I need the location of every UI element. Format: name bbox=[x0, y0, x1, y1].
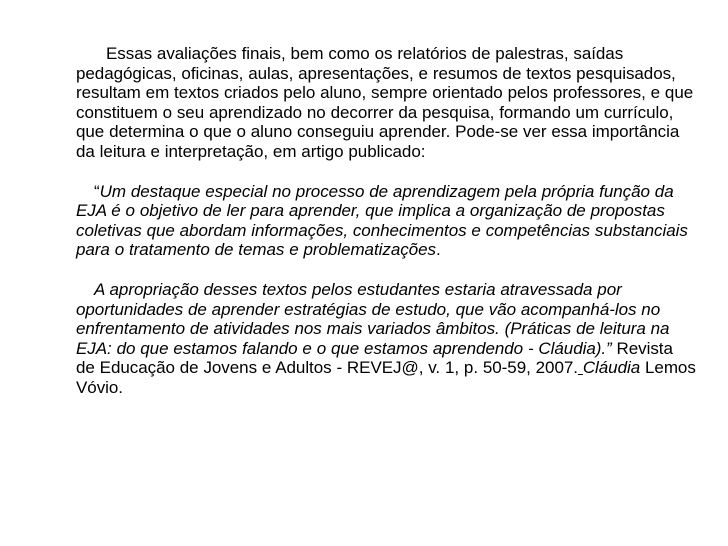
open-quote: “ bbox=[94, 181, 100, 201]
paragraph-quote-2 bbox=[76, 280, 696, 398]
quote-1-text: Um destaque especial no processo de aprendizagem pela própria função da EJA é o objetivo de ler para aprender, que implica a organização de propostas coletivas que abordam informações, conhecimentos e competências substanciais para o tratamento de temas e problematizações bbox=[76, 181, 688, 260]
citation-text: Revista de Educação de Jovens e Adultos - REVEJ@, v. 1, p. 50-59, 2007. bbox=[76, 338, 673, 378]
citation-author-last: Lemos Vóvio. bbox=[76, 358, 696, 397]
quote-2-text: A apropriação desses textos pelos estudantes estaria atravessada por oportunidades de aprender estratégias de estudo, que vão acompanhá-los no enfrentamento de atividades nos mais variados âmbitos. (Práticas de leitura na EJA: do que estamos falando e o que estamos aprendendo - Cláudia).” bbox=[76, 279, 670, 358]
quote-1-end: . bbox=[435, 240, 441, 260]
paragraph-intro-text: Essas avaliações finais, bem como os relatórios de palestras, saídas pedagógicas, oficinas, aulas, apresentações, e resumos de textos pesquisados, resultam em textos criados pelo aluno, sempre orientado pelos professores, e que constituem o seu aprendizado no decorrer da pesquisa, formando um currículo, que determina o que o aluno conseguiu aprender. Pode-se ver essa importância da leitura e interpretação, em artigo publicado: bbox=[76, 44, 694, 161]
citation-author-first: Cláudia bbox=[582, 358, 641, 378]
paragraph-quote-1 bbox=[76, 182, 696, 260]
slide-content bbox=[76, 44, 696, 398]
paragraph-intro bbox=[76, 44, 696, 162]
